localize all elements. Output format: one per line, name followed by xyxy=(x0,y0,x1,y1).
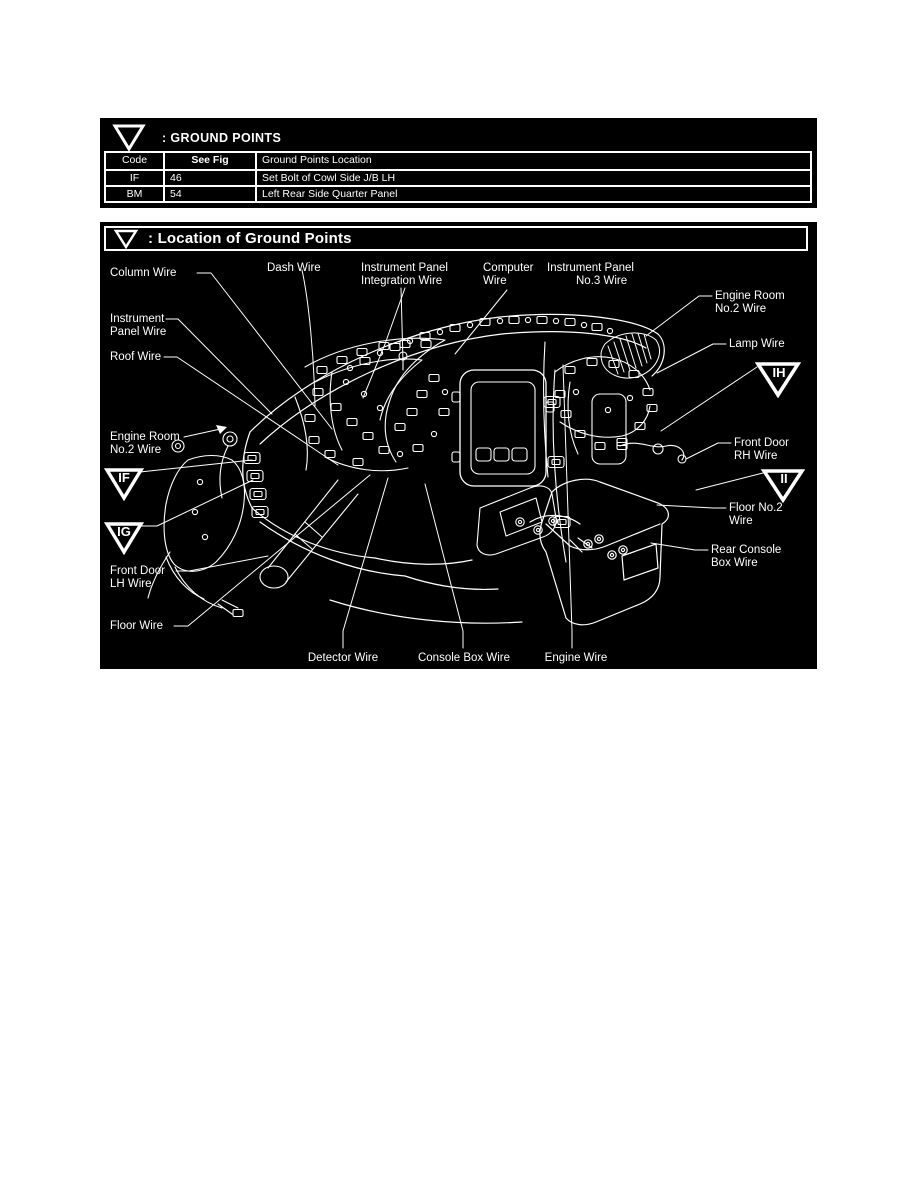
label-computer-wire-2: Wire xyxy=(483,275,507,287)
location-title-box xyxy=(104,226,808,251)
cell-code: BM xyxy=(126,188,143,200)
svg-text:IH: IH xyxy=(772,365,786,380)
cell-location: Set Bolt of Cowl Side J/B LH xyxy=(255,171,810,185)
dashboard-wiring-illustration xyxy=(100,222,817,669)
right-harness-cluster xyxy=(555,357,657,464)
ground-marker-ig xyxy=(104,521,144,556)
location-diagram-panel xyxy=(100,222,817,669)
label-column-wire: Column Wire xyxy=(110,267,177,279)
label-instrument-panel-wire-1: Instrument xyxy=(110,313,165,325)
label-ip-integration-wire-1: Instrument Panel xyxy=(361,262,448,274)
col-see-fig: See Fig xyxy=(163,153,255,169)
label-engine-room-no2-wire-right-1: Engine Room xyxy=(715,290,785,302)
ground-points-table-panel xyxy=(100,118,817,208)
table-row xyxy=(106,169,810,185)
table-header-row xyxy=(106,153,810,169)
label-console-box-wire: Console Box Wire xyxy=(417,652,511,664)
label-front-door-lh-wire-2: LH Wire xyxy=(110,578,152,590)
label-ip-no3-wire-1: Instrument Panel xyxy=(547,262,634,274)
label-front-door-rh-wire-2: RH Wire xyxy=(734,450,778,462)
label-ip-integration-wire-2: Integration Wire xyxy=(361,275,443,287)
cell-code: IF xyxy=(129,172,140,184)
label-engine-room-no2-wire-left-2: No.2 Wire xyxy=(110,444,162,456)
label-front-door-rh-wire-1: Front Door xyxy=(734,437,789,449)
cowl-side-junction-block xyxy=(148,432,268,617)
label-lamp-wire: Lamp Wire xyxy=(729,338,785,350)
cell-location: Left Rear Side Quarter Panel xyxy=(255,187,810,201)
label-instrument-panel-wire-2: Panel Wire xyxy=(110,326,167,338)
instrument-panel-harness xyxy=(295,338,449,470)
cell-see-fig: 46 xyxy=(163,171,255,185)
location-title: : Location of Ground Points xyxy=(148,230,352,247)
shifter-area xyxy=(477,486,557,555)
label-front-door-lh-wire-1: Front Door xyxy=(110,565,165,577)
label-detector-wire: Detector Wire xyxy=(307,652,379,664)
label-floor-wire: Floor Wire xyxy=(110,620,164,632)
label-engine-room-no2-wire-left-1: Engine Room xyxy=(110,431,180,443)
steering-column xyxy=(260,480,358,588)
ground-point-triangle-icon xyxy=(114,229,138,249)
label-engine-wire: Engine Wire xyxy=(544,652,608,664)
center-stack xyxy=(452,370,554,486)
table-row xyxy=(106,185,810,201)
col-code: Code xyxy=(121,154,148,166)
svg-text:II: II xyxy=(780,471,788,486)
ground-marker-ii xyxy=(761,468,805,504)
svg-text:IF: IF xyxy=(118,470,130,485)
col-location: Ground Points Location xyxy=(255,153,810,169)
label-floor-no2-wire-1: Floor No.2 xyxy=(729,502,783,514)
dash-top-connectors xyxy=(347,317,612,371)
ground-marker-if xyxy=(104,467,144,502)
label-rear-console-box-wire-1: Rear Console xyxy=(711,544,782,556)
svg-text:IG: IG xyxy=(117,524,131,539)
ground-points-table xyxy=(104,151,812,203)
console-box xyxy=(530,479,668,625)
ground-points-header xyxy=(112,123,281,152)
ground-points-title: : GROUND POINTS xyxy=(162,130,282,145)
ground-point-triangle-icon xyxy=(112,123,146,152)
label-computer-wire-1: Computer xyxy=(483,262,534,274)
cell-see-fig: 54 xyxy=(163,187,255,201)
label-rear-console-box-wire-2: Box Wire xyxy=(711,557,758,569)
label-dash-wire: Dash Wire xyxy=(267,262,321,274)
ground-marker-ih xyxy=(755,361,801,399)
label-ip-no3-wire-2: No.3 Wire xyxy=(576,275,628,287)
side-vent-grille xyxy=(601,333,659,378)
label-roof-wire: Roof Wire xyxy=(110,351,162,363)
door-wire-rh xyxy=(617,443,686,464)
label-floor-no2-wire-2: Wire xyxy=(729,515,753,527)
label-engine-room-no2-wire-right-2: No.2 Wire xyxy=(715,303,767,315)
